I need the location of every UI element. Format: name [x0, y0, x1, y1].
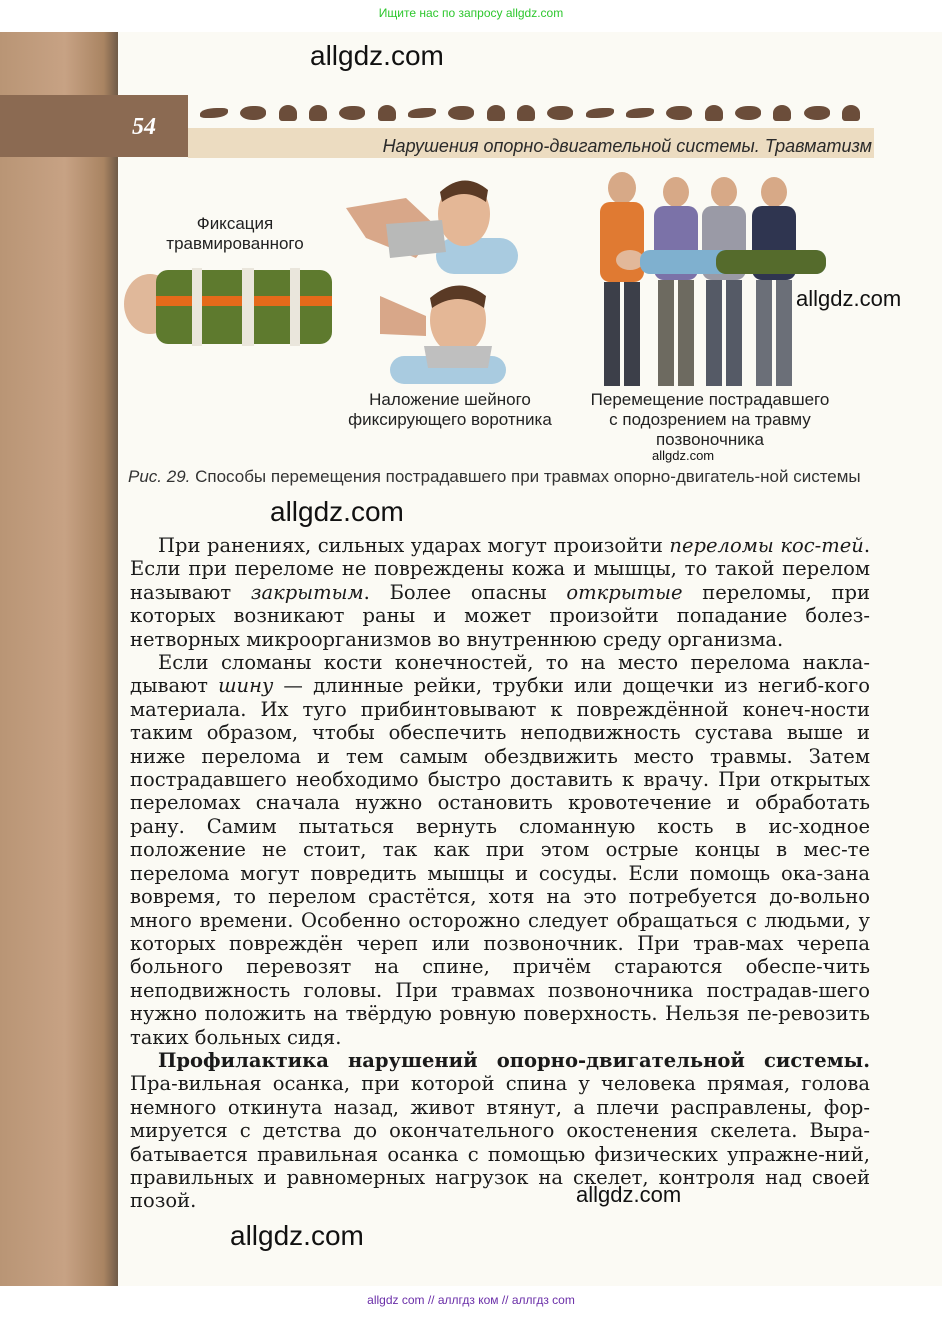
label-line: Перемещение пострадавшего [590, 390, 830, 409]
scorpion-icon [517, 105, 535, 121]
neck-collar-illustration-top [346, 168, 526, 276]
cat-icon [240, 106, 266, 120]
horse-icon [547, 106, 573, 120]
watermark: allgdz.com [796, 286, 902, 311]
dolphin-icon [626, 108, 654, 118]
goat-icon [666, 106, 692, 120]
text-run: Пра-вильная осанка, при которой спина у человека прямая, голова немного откинута назад, живот втянут, а плечи расправлены, фор-мируется с детства до окончательного окостенения скелета. Выра-батывается правильная осанка с помощью физических упражне-ний, правильных и равномерных нагрузок на скелет, контроля над своей позой. [130, 1072, 870, 1213]
figure-label-transport [570, 390, 850, 450]
bold-heading: Профилактика нарушений опорно-двигательной системы. [158, 1048, 870, 1072]
italic-term: закрытым [250, 580, 364, 604]
figure-label-collar [330, 390, 570, 430]
hare-icon [804, 106, 830, 120]
text-run: Если сломаны кости конечностей, то на место перелома накла-дывают [130, 651, 870, 698]
insect-icon [309, 105, 327, 121]
animal-icon [339, 106, 365, 120]
butterfly-icon [487, 105, 505, 121]
watermark: allgdz.com [310, 40, 444, 71]
bird-icon [279, 105, 297, 121]
watermark: allgdz.com [652, 448, 715, 463]
text-run: . Если при переломе не повреждены кожа и мышцы, то такой перелом называют [130, 534, 871, 604]
paragraph [130, 651, 870, 1049]
transport-illustration [576, 170, 842, 390]
caption-text: Способы перемещения пострадавшего при травмах опорно-двигатель-ной системы [195, 467, 861, 486]
chapter-title: Нарушения опорно-двигательной системы. Травматизм [382, 136, 872, 156]
kangaroo-icon [378, 105, 396, 121]
text-run: При ранениях, сильных ударах могут произойти [158, 534, 670, 557]
page-number-box [0, 95, 188, 157]
italic-term: переломы кос-тей [669, 534, 864, 557]
boar-icon [448, 106, 474, 120]
beetle-icon [705, 105, 723, 121]
page-number: 54 [132, 114, 156, 140]
watermark: allgdz.com [270, 496, 404, 527]
neck-collar-illustration-bottom [370, 276, 520, 386]
body-text [130, 534, 870, 1213]
label-line: Фиксация [196, 214, 274, 233]
top-banner[interactable]: Ищите нас по запросу allgdz.com [378, 6, 564, 20]
text-run: . Более опасны [363, 580, 567, 604]
text-run: — длинные рейки, трубки или дощечки из негиб-кого материала. Их туго прибинтовывают к повреждённой конеч-ности таким образом, чтобы обеспечить неподвижность сустава выше и ниже перелома и тем самым обездвижить место травмы. Затем пострадавшего необходимо быстро доставить к врачу. При открытых переломах сначала нужно остановить кровотечение и обработать рану. Самим пытаться вернуть сломанную кость в ис-ходное положение не стоит, так как при этом острые концы в мес-те перелома могут повредить мышцы и сосуды. Если помощь ока-зана вовремя, то перелом срастётся, хотя на это потребуется до-вольно много времени. Особенно осторожно следует обращаться с людьми, у которых повреждён череп или позвоночник. При трав-мах черепа больного перевозят на спине, причём стараются обеспе-чить неподвижность головы. При травмах позвоночника пострадав-шего нужно положить на твёрдую ровную поверхность. Нельзя пе-ревозить таких больных сидя. [130, 674, 871, 1049]
label-line: фиксирующего воротника [348, 410, 552, 429]
figure-label-fixation [140, 214, 330, 254]
text-run: переломы, при которых возникают раны и может произойти попадание болез-нетворных микроорганизмов во внутреннюю среду организма. [130, 580, 870, 651]
moth-icon [842, 105, 860, 121]
paragraph [130, 534, 870, 651]
watermark: allgdz.com [230, 1220, 364, 1251]
figure-caption [128, 466, 870, 488]
fish-icon [200, 108, 228, 118]
label-line: позвоночника [655, 430, 765, 449]
splinted-leg-illustration [122, 262, 336, 348]
wolf-icon [735, 106, 761, 120]
book-spine [0, 32, 118, 1286]
label-line: травмированного [166, 234, 304, 253]
paragraph [130, 1049, 870, 1213]
label-line: с подозрением на травму [609, 410, 811, 429]
label-line: Наложение шейного [369, 390, 531, 409]
bird-flying-icon [586, 108, 614, 118]
watermark: allgdz.com [576, 1182, 682, 1207]
lizard-icon [408, 108, 436, 118]
squirrel-icon [773, 105, 791, 121]
animal-silhouettes-strip [200, 100, 860, 126]
italic-term: шину [218, 674, 274, 698]
italic-term: открытые [566, 580, 683, 604]
caption-prefix: Рис. 29. [128, 467, 191, 486]
footer-links[interactable]: allgdz com // аллгдз ком // аллгдз com [367, 1293, 575, 1307]
